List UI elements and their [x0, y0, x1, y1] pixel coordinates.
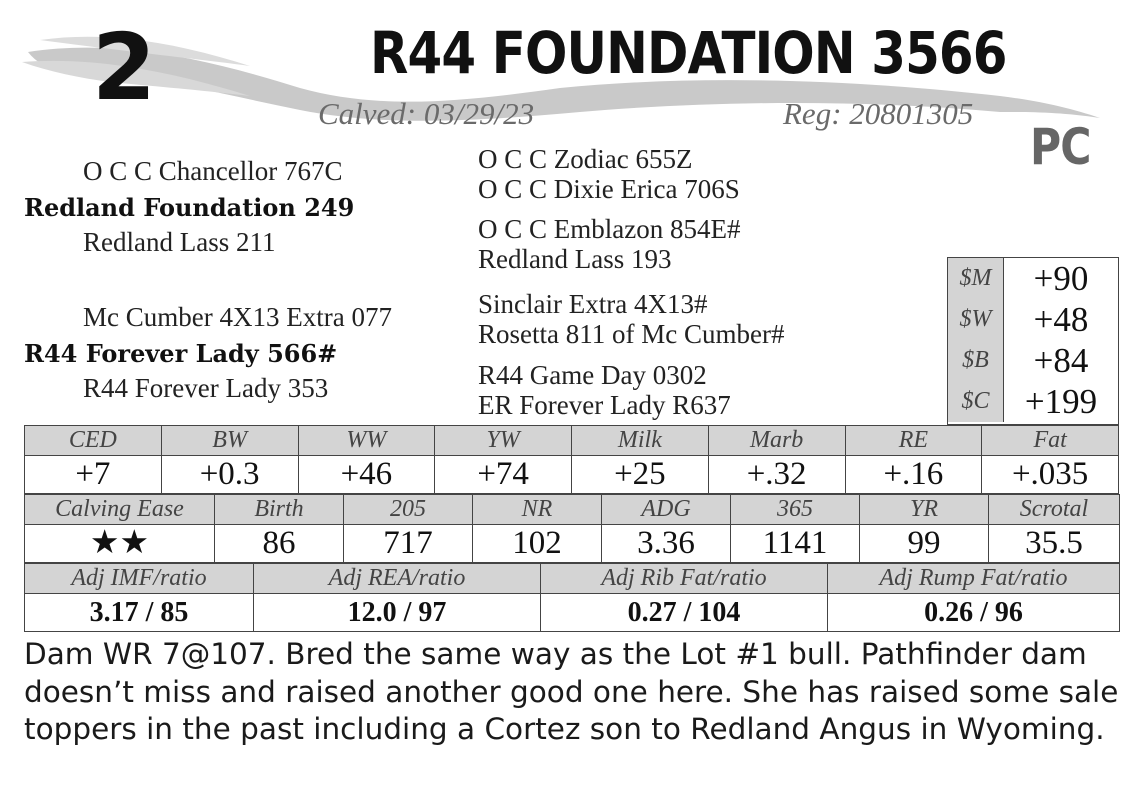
calving-ease-stars: ★★ [25, 525, 215, 563]
pedigree-sss: O C C Zodiac 655Z [478, 144, 693, 174]
epd-header: WW [298, 426, 435, 456]
index-value: +90 [1033, 258, 1089, 298]
lot-number: 2 [92, 14, 155, 121]
ultrasound-table [24, 563, 1120, 632]
epd-value: +0.3 [161, 456, 298, 494]
index-value: +48 [1033, 299, 1089, 339]
ultrasound-value: 12.0 / 97 [254, 594, 541, 632]
epd-value: +.035 [982, 456, 1119, 494]
index-row-b [948, 340, 1118, 381]
ultrasound-header: Adj Rib Fat/ratio [541, 564, 828, 594]
epd-value: +74 [435, 456, 572, 494]
pedigree-ssd: O C C Dixie Erica 706S [478, 174, 740, 204]
index-value: +199 [1024, 381, 1098, 421]
performance-value: 3.36 [602, 525, 731, 563]
performance-value: 1141 [731, 525, 860, 563]
performance-table [24, 494, 1120, 563]
ultrasound-header: Adj IMF/ratio [25, 564, 254, 594]
performance-value: 86 [215, 525, 344, 563]
calved-date: Calved: 03/29/23 [318, 96, 535, 131]
performance-value-row [25, 525, 1120, 563]
registration-number: Reg: 20801305 [783, 96, 974, 131]
epd-header: RE [845, 426, 982, 456]
performance-header: NR [473, 495, 602, 525]
epd-header: YW [435, 426, 572, 456]
performance-value: 99 [860, 525, 989, 563]
ultrasound-value: 3.17 / 85 [25, 594, 254, 632]
epd-header: Milk [572, 426, 709, 456]
performance-header: Birth [215, 495, 344, 525]
ultrasound-value: 0.27 / 104 [541, 594, 828, 632]
ultrasound-value-row [25, 594, 1120, 632]
performance-header: 365 [731, 495, 860, 525]
performance-header: Calving Ease [25, 495, 215, 525]
epd-table [24, 425, 1119, 494]
pedigree-sire-sire: O C C Chancellor 767C [83, 156, 343, 186]
dollar-index-box [947, 257, 1119, 425]
animal-name: R44 FOUNDATION 3566 [370, 19, 1007, 87]
index-label: $W [948, 299, 1004, 340]
epd-value-row [25, 456, 1119, 494]
epd-value: +25 [572, 456, 709, 494]
epd-header: Marb [708, 426, 845, 456]
lot-description: Dam WR 7@107. Bred the same way as the Lot #1 bull. Pathfinder dam doesn’t miss and raised another good one here. She has raised some sale toppers in the past including a Cortez son to Redland Angus in Wyoming. [24, 637, 1119, 746]
ultrasound-value: 0.26 / 96 [828, 594, 1120, 632]
index-label: $M [948, 258, 1004, 299]
epd-header: BW [161, 426, 298, 456]
performance-value: 717 [344, 525, 473, 563]
index-row-m [948, 258, 1118, 299]
index-label: $C [948, 381, 1004, 422]
epd-header-row [25, 426, 1119, 456]
ultrasound-header-row [25, 564, 1120, 594]
pedigree-dam: R44 Forever Lady 566# [24, 339, 338, 368]
performance-header-row [25, 495, 1120, 525]
pedigree-dam-sire: Mc Cumber 4X13 Extra 077 [83, 302, 392, 332]
pedigree-sds: O C C Emblazon 854E# [478, 214, 741, 244]
performance-value: 102 [473, 525, 602, 563]
epd-value: +.16 [845, 456, 982, 494]
pedigree-dsd: Rosetta 811 of Mc Cumber# [478, 319, 785, 349]
pedigree-sdd: Redland Lass 193 [478, 244, 672, 274]
performance-header: ADG [602, 495, 731, 525]
pedigree-sire-dam: Redland Lass 211 [83, 227, 276, 257]
epd-value: +46 [298, 456, 435, 494]
performance-header: Scrotal [989, 495, 1120, 525]
pedigree-sire: Redland Foundation 249 [24, 193, 355, 222]
pedigree-ddd: ER Forever Lady R637 [478, 390, 731, 420]
ultrasound-header: Adj REA/ratio [254, 564, 541, 594]
performance-value: 35.5 [989, 525, 1120, 563]
pc-badge: PC [1030, 118, 1091, 176]
pedigree-dss: Sinclair Extra 4X13# [478, 289, 708, 319]
pedigree-dam-dam: R44 Forever Lady 353 [83, 373, 329, 403]
index-label: $B [948, 340, 1004, 381]
pedigree-dds: R44 Game Day 0302 [478, 360, 707, 390]
epd-value: +7 [25, 456, 162, 494]
epd-header: CED [25, 426, 162, 456]
performance-header: 205 [344, 495, 473, 525]
epd-header: Fat [982, 426, 1119, 456]
ultrasound-header: Adj Rump Fat/ratio [828, 564, 1120, 594]
index-row-w [948, 299, 1118, 340]
performance-header: YR [860, 495, 989, 525]
epd-value: +.32 [708, 456, 845, 494]
index-row-c [948, 381, 1118, 422]
index-value: +84 [1033, 340, 1089, 380]
